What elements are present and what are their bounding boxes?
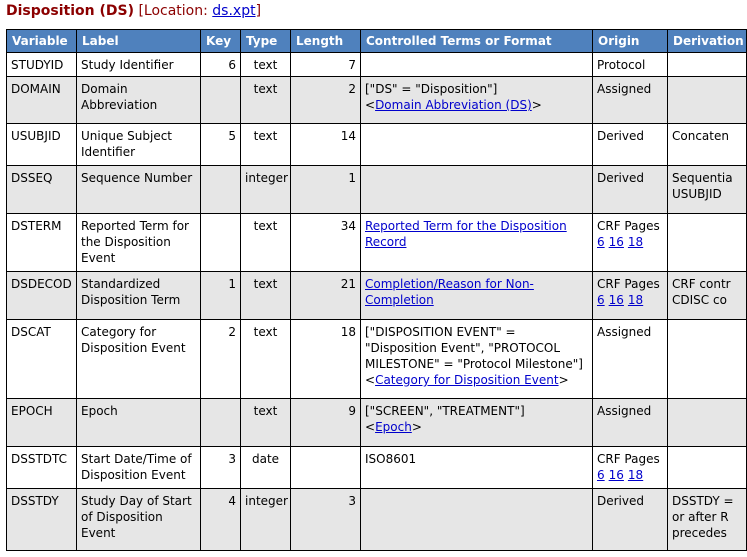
column-header-type: Type: [241, 30, 291, 53]
codelist-link[interactable]: Epoch: [375, 420, 412, 434]
table-row: [7, 489, 747, 551]
cell-key: [201, 77, 241, 124]
origin-text: CRF Pages: [597, 219, 660, 233]
column-header-variable: Variable: [7, 30, 77, 53]
ct-link-wrap: <Domain Abbreviation (DS)>: [365, 98, 542, 112]
location-suffix: ]: [255, 3, 262, 19]
codelist-link[interactable]: Domain Abbreviation (DS): [375, 98, 532, 112]
location-prefix: [Location:: [138, 3, 213, 19]
crf-page-links: [597, 234, 663, 250]
cell-derivation: CRF contr CDISC co: [668, 272, 747, 320]
cell-origin: [593, 320, 668, 399]
cell-length: 1: [291, 166, 361, 214]
cell-controlled-terms: [361, 272, 593, 320]
cell-length: 18: [291, 320, 361, 399]
ct-link-wrap: <Epoch>: [365, 420, 422, 434]
cell-type: text: [241, 320, 291, 399]
cell-length: 14: [291, 124, 361, 166]
crf-page-link[interactable]: 18: [627, 235, 644, 249]
crf-page-link[interactable]: 18: [627, 293, 644, 307]
crf-page-link[interactable]: 6: [597, 235, 605, 249]
cell-label: Unique Subject Identifier: [77, 124, 201, 166]
domain-title: Disposition (DS): [6, 3, 134, 19]
cell-variable: DSSTDTC: [7, 447, 77, 489]
cell-controlled-terms: [361, 399, 593, 447]
column-header-derivation: Derivation: [668, 30, 747, 53]
cell-origin: [593, 399, 668, 447]
ct-link-wrap: <Category for Disposition Event>: [365, 373, 569, 387]
cell-type: text: [241, 124, 291, 166]
cell-length: 7: [291, 53, 361, 77]
cell-origin: [593, 77, 668, 124]
cell-key: [201, 166, 241, 214]
cell-variable: DSCAT: [7, 320, 77, 399]
cell-derivation: Concaten: [668, 124, 747, 166]
table-header-row: [7, 30, 747, 53]
cell-label: Epoch: [77, 399, 201, 447]
cell-type: text: [241, 272, 291, 320]
origin-text: Assigned: [597, 404, 652, 418]
cell-variable: STUDYID: [7, 53, 77, 77]
crf-page-links: [597, 292, 663, 308]
cell-controlled-terms: [361, 124, 593, 166]
table-row: [7, 166, 747, 214]
cell-type: text: [241, 53, 291, 77]
cell-key: 1: [201, 272, 241, 320]
ct-text: ["SCREEN", "TREATMENT"]: [365, 404, 525, 418]
cell-variable: DOMAIN: [7, 77, 77, 124]
cell-key: 3: [201, 447, 241, 489]
cell-label: Domain Abbreviation: [77, 77, 201, 124]
crf-page-links: [597, 467, 663, 483]
cell-label: Start Date/Time of Disposition Event: [77, 447, 201, 489]
cell-derivation: [668, 77, 747, 124]
cell-label: Study Day of Start of Disposition Event: [77, 489, 201, 551]
cell-variable: USUBJID: [7, 124, 77, 166]
origin-text: CRF Pages: [597, 452, 660, 466]
origin-text: Assigned: [597, 325, 652, 339]
cell-label: Category for Disposition Event: [77, 320, 201, 399]
cell-key: [201, 399, 241, 447]
cell-key: [201, 214, 241, 272]
cell-derivation: [668, 399, 747, 447]
cell-variable: DSSEQ: [7, 166, 77, 214]
cell-variable: DSSTDY: [7, 489, 77, 551]
cell-type: text: [241, 399, 291, 447]
cell-length: 9: [291, 399, 361, 447]
crf-page-link[interactable]: 16: [608, 235, 624, 249]
cell-variable: DSDECOD: [7, 272, 77, 320]
ct-text: ISO8601: [365, 452, 417, 466]
cell-variable: DSTERM: [7, 214, 77, 272]
cell-origin: [593, 166, 668, 214]
origin-text: Assigned: [597, 82, 652, 96]
cell-key: 5: [201, 124, 241, 166]
cell-length: 21: [291, 272, 361, 320]
cell-type: text: [241, 214, 291, 272]
codelist-link[interactable]: Category for Disposition Event: [375, 373, 559, 387]
origin-text: CRF Pages: [597, 277, 660, 291]
cell-controlled-terms: [361, 53, 593, 77]
cell-derivation: DSSTDY = or after R precedes: [668, 489, 747, 551]
cell-label: Sequence Number: [77, 166, 201, 214]
cell-type: date: [241, 447, 291, 489]
cell-controlled-terms: [361, 166, 593, 214]
table-row: [7, 214, 747, 272]
table-row: [7, 272, 747, 320]
column-header-origin: Origin: [593, 30, 668, 53]
origin-text: Derived: [597, 494, 644, 508]
column-header-label: Label: [77, 30, 201, 53]
cell-origin: [593, 489, 668, 551]
table-row: [7, 77, 747, 124]
cell-length: 34: [291, 214, 361, 272]
crf-page-link[interactable]: 18: [627, 468, 644, 482]
table-row: [7, 124, 747, 166]
cell-derivation: Sequentia USUBJID: [668, 166, 747, 214]
crf-page-link[interactable]: 16: [608, 293, 624, 307]
origin-text: Derived: [597, 171, 644, 185]
cell-type: integer: [241, 489, 291, 551]
variables-table: [6, 29, 747, 551]
cell-label: Standardized Disposition Term: [77, 272, 201, 320]
cell-origin: [593, 447, 668, 489]
column-header-controlled-terms: Controlled Terms or Format: [361, 30, 593, 53]
table-row: [7, 447, 747, 489]
column-header-length: Length: [291, 30, 361, 53]
cell-key: 2: [201, 320, 241, 399]
codelist-link[interactable]: Completion/Reason for Non-Completion: [365, 277, 534, 307]
cell-key: 6: [201, 53, 241, 77]
cell-origin: [593, 214, 668, 272]
cell-controlled-terms: [361, 447, 593, 489]
table-row: [7, 320, 747, 399]
cell-controlled-terms: [361, 214, 593, 272]
column-header-key: Key: [201, 30, 241, 53]
crf-page-link[interactable]: 16: [608, 468, 624, 482]
cell-controlled-terms: [361, 489, 593, 551]
cell-origin: [593, 124, 668, 166]
cell-key: 4: [201, 489, 241, 551]
cell-length: 2: [291, 77, 361, 124]
cell-label: Reported Term for the Disposition Event: [77, 214, 201, 272]
table-row: [7, 53, 747, 77]
crf-page-link[interactable]: 6: [597, 468, 605, 482]
location-link[interactable]: ds.xpt: [212, 3, 256, 19]
table-row: [7, 399, 747, 447]
cell-derivation: [668, 53, 747, 77]
cell-origin: [593, 53, 668, 77]
origin-text: Derived: [597, 129, 644, 143]
origin-text: Protocol: [597, 58, 646, 72]
codelist-link[interactable]: Reported Term for the Disposition Record: [365, 219, 567, 249]
cell-length: 3: [291, 489, 361, 551]
cell-controlled-terms: [361, 320, 593, 399]
cell-derivation: [668, 214, 747, 272]
cell-label: Study Identifier: [77, 53, 201, 77]
crf-page-link[interactable]: 6: [597, 293, 605, 307]
cell-type: integer: [241, 166, 291, 214]
cell-controlled-terms: [361, 77, 593, 124]
cell-length: [291, 447, 361, 489]
cell-type: text: [241, 77, 291, 124]
cell-derivation: [668, 320, 747, 399]
domain-header: [6, 1, 261, 21]
cell-origin: [593, 272, 668, 320]
ct-text: ["DS" = "Disposition"]: [365, 82, 498, 96]
cell-variable: EPOCH: [7, 399, 77, 447]
cell-derivation: [668, 447, 747, 489]
ct-text: ["DISPOSITION EVENT" = "Disposition Event", "PROTOCOL MILESTONE" = "Protocol Milestone"]: [365, 325, 583, 371]
